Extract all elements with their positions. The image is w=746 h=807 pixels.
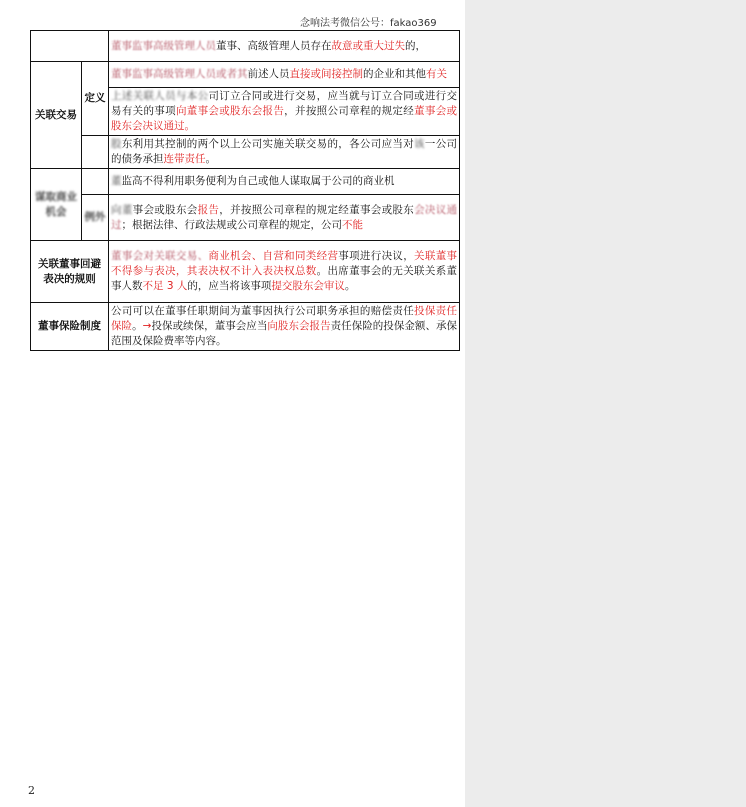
group-label-related-transactions: 关联交易 (31, 62, 82, 169)
text-span: 的企业和其他 (363, 68, 426, 80)
highlight-text: 商业机会、自营和同类经营 (208, 250, 339, 262)
highlight-text: 董事会或股东会决议通过。 (111, 105, 458, 132)
text-span: 东利用其控制的两个以上公司实施关联交易的，各公司应当对 (121, 138, 415, 150)
row-definition-content (109, 62, 460, 88)
empty-sub-label-cell (82, 136, 109, 169)
obscured-text: 董 (111, 175, 122, 187)
row-insurance-content (109, 303, 460, 351)
group-label-business-opportunity (31, 169, 82, 241)
label-recusal-rules: 关联董事回避表决的规则 (31, 241, 109, 303)
obscured-text: 股 (111, 138, 122, 150)
empty-sub-label-cell (82, 169, 109, 195)
text-span: 事会或股东会 (132, 203, 198, 216)
text-span: 的， (405, 39, 426, 52)
page-number: 2 (28, 784, 35, 797)
sub-label-exception (82, 195, 109, 241)
sub-label-definition: 定义 (82, 62, 109, 136)
table-row (31, 31, 460, 62)
highlight-text: 关联董事不得参与表决，其表决权不计入表决权总数 (111, 250, 458, 277)
obscured-text: 上述关联人员与本公 (111, 90, 209, 102)
table-row (31, 62, 460, 88)
text-span: ；根据法律、行政法规或公司章程的规定，公司 (121, 218, 342, 231)
text-span: ，并按照公司章程的规定经 (284, 105, 415, 117)
page-header: 念响法考微信公号：fakao369 (300, 18, 437, 29)
text-span: 。 (132, 320, 143, 332)
text-span: 责任保险的投保金额、承保范围及保险费率等内容。 (111, 320, 458, 347)
obscured-text: 会决议通过 (111, 203, 458, 231)
table-row (31, 303, 460, 351)
text-span: 的，应当将该事项 (187, 280, 272, 292)
row-reporting-content (109, 88, 460, 136)
row-liability-content (109, 31, 460, 62)
text-span: 一公司的债务承担 (111, 138, 458, 165)
text-span: 。出席董事会的无关联关系董事人数 (111, 265, 458, 292)
obscured-text: 该 (414, 138, 425, 150)
obscured-text: 董事监事高级管理人员或者其 (111, 68, 248, 80)
arrow-icon: → (142, 320, 152, 332)
label-director-insurance: 董事保险制度 (31, 303, 109, 351)
obscured-text: 董事监事高级管理人员 (111, 39, 216, 52)
highlight-text: 不能 (342, 218, 363, 231)
obscured-text: 董事会对关联交易、 (111, 250, 209, 262)
obscured-label: 例外 (84, 211, 106, 223)
highlight-text: 连带责任 (163, 153, 206, 165)
text-span: 司订立合同或进行交易，应当就与订立合同或进行交易有关的事项 (111, 90, 458, 117)
legal-table (30, 30, 460, 351)
highlight-text: 故意或重大过失 (331, 39, 405, 52)
highlight-text: 直接或间接控制 (289, 68, 363, 80)
text-span: 事项进行决议， (338, 250, 415, 262)
text-span: 前述人员 (247, 68, 290, 80)
text-span: 董事、高级管理人员存在 (216, 39, 332, 52)
row-exception-content (109, 195, 460, 241)
text-span: 监高不得利用职务便利为自己或他人谋取属于公司的商业机 (121, 175, 395, 187)
row-joint-liability-content (109, 136, 460, 169)
highlight-text: 提交股东会审议 (271, 280, 345, 292)
obscured-label: 谋取商业机会 (35, 190, 77, 218)
highlight-text: 向董事会或股东会报告 (175, 105, 285, 117)
row-recusal-content (109, 241, 460, 303)
highlight-text: 有关 (426, 68, 447, 80)
highlight-text: 报告 (197, 203, 220, 216)
text-span: 。 (205, 153, 216, 165)
table-row (31, 241, 460, 303)
highlight-text: 投保责任保险 (111, 305, 457, 332)
text-span: ，并按照公司章程的规定经董事会或股东 (219, 203, 415, 216)
highlight-text: 向股东会报告 (267, 320, 331, 332)
table-row (31, 169, 460, 195)
text-span: 公司可以在董事任职期间为董事因执行公司职务承担的赔偿责任 (111, 305, 415, 317)
text-span: 。 (344, 280, 356, 292)
text-span: 投保或续保，董事会应当 (151, 320, 268, 332)
table-row (31, 195, 460, 241)
highlight-text: 不足 3 人 (142, 280, 188, 292)
obscured-text: 向董 (111, 203, 133, 216)
row-opportunity-content (109, 169, 460, 195)
table-row (31, 136, 460, 169)
empty-label-cell (31, 31, 109, 62)
